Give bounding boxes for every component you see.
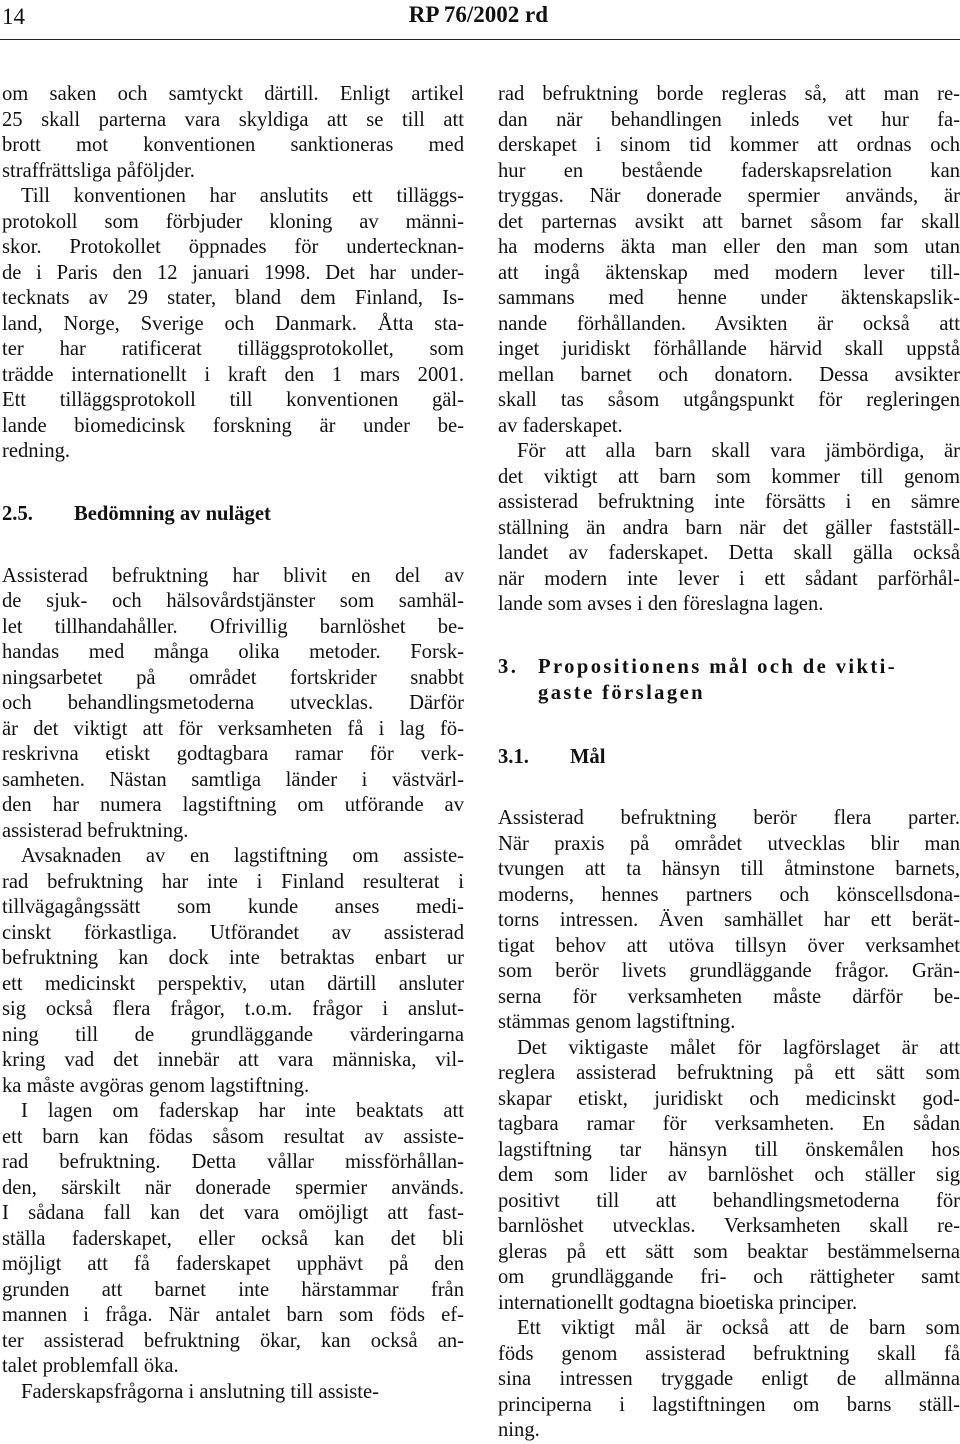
text-line: land, Norge, Sverige och Danmark. Åtta sta- bbox=[2, 312, 464, 335]
text-line: om saken och samtyckt därtill. Enligt artikel bbox=[2, 83, 464, 105]
text-line: tecknats av 29 stater, bland dem Finland, Is- bbox=[2, 287, 464, 309]
text-line: Ett tilläggsprotokoll till konventionen gäl- bbox=[2, 389, 464, 411]
text-line: let tillhandahåller. Ofrivillig barnlöshet be- bbox=[2, 615, 464, 638]
text-line: 25 skall parterna vara skyldiga att se till att bbox=[2, 108, 464, 131]
text-line: de i Paris den 12 januari 1998. Det har under- bbox=[2, 261, 464, 284]
text-line: När praxis på området utvecklas blir man bbox=[498, 832, 960, 855]
text-line: nande förhållanden. Avsikten är också att bbox=[498, 312, 960, 335]
text-line: landet av faderskapet. Detta skall gälla också bbox=[498, 542, 960, 564]
text-line: assisterad befruktning. bbox=[2, 819, 189, 842]
text-line: rad befruktning borde regleras så, att man re- bbox=[498, 83, 960, 105]
text-line: straffrättsliga påföljder. bbox=[2, 159, 195, 182]
text-line: sina intressen tryggade enligt de allmänna bbox=[498, 1368, 960, 1390]
text-line: moderns, hennes partners och könscellsdona- bbox=[498, 883, 960, 906]
text-line: ningsarbetet på området fortskrider snabbt bbox=[2, 666, 464, 689]
paragraph bbox=[498, 1316, 960, 1444]
text-line: I lagen om faderskap har inte beaktats att bbox=[21, 1100, 464, 1122]
text-line: serna för verksamheten måste därför be- bbox=[498, 985, 960, 1008]
text-line: dem som lider av barnlöshet och ställer sig bbox=[498, 1164, 960, 1186]
text-line: I sådana fall kan det vara omöjligt att fast- bbox=[2, 1202, 464, 1224]
text-line: cinskt förkastliga. Utförandet av assisterad bbox=[2, 921, 464, 944]
text-line: ställning än andra barn när det gäller fastställ- bbox=[498, 516, 960, 539]
text-line: reskrivna etiskt godtagbara ramar för verk- bbox=[2, 743, 464, 765]
paragraph bbox=[498, 1036, 960, 1317]
text-line: principerna i lagstiftningen om barns ställ- bbox=[498, 1393, 960, 1416]
text-line: ning. bbox=[498, 1419, 540, 1441]
text-line: positivt till att behandlingsmetoderna för bbox=[498, 1189, 960, 1212]
paragraph bbox=[2, 82, 464, 184]
text-line: ett barn kan födas såsom resultat av assiste- bbox=[2, 1125, 464, 1148]
text-line: lande biomedicinsk forskning är under be- bbox=[2, 414, 464, 437]
text-line: Till konventionen har anslutits ett tilläggs- bbox=[21, 185, 464, 207]
text-line: är det viktigt att för verksamheten få i lag fö- bbox=[2, 717, 464, 740]
text-line: tvungen att ta hänsyn till åtminstone barnets, bbox=[498, 858, 960, 880]
text-line: den har numera lagstiftning om utförande av bbox=[2, 794, 464, 816]
text-line: befruktning kan dock inte betraktas enbart ur bbox=[2, 947, 464, 969]
text-line: om grundläggande fri- och rättigheter samt bbox=[498, 1266, 960, 1288]
text-line: tagbara ramar för verksamheten. En sådan bbox=[498, 1113, 960, 1135]
paragraph bbox=[498, 806, 960, 1036]
text-line: samheten. Nästan samtliga länder i västvärl- bbox=[2, 768, 464, 791]
document-id: RP 76/2002 rd bbox=[408, 2, 548, 27]
chapter-heading-line bbox=[498, 655, 960, 681]
text-line: Avsaknaden av en lagstiftning om assiste- bbox=[21, 845, 464, 867]
text-line: tillvägagångssätt som kunde anses medi- bbox=[2, 896, 464, 918]
section-number: 2.5. bbox=[2, 503, 33, 525]
text-line: av faderskapet. bbox=[498, 414, 623, 437]
text-line: mannen i fråga. När antalet barn som föds ef- bbox=[2, 1304, 464, 1326]
text-line: sammans med henne under äktenskapslik- bbox=[498, 287, 960, 309]
text-line: Det viktigaste målet för lagförslaget är att bbox=[517, 1036, 960, 1059]
text-line: inget juridiskt förhållande härvid skall uppstå bbox=[498, 338, 960, 360]
paragraph bbox=[2, 844, 464, 1099]
text-line: ka måste avgöras genom lagstiftning. bbox=[2, 1074, 310, 1097]
paragraph bbox=[2, 184, 464, 465]
paragraph bbox=[2, 1099, 464, 1380]
text-line: tigat behov att utöva tillsyn över verksamhet bbox=[498, 934, 960, 957]
text-line: de sjuk- och hälsovårdstjänster som samhäl- bbox=[2, 590, 464, 612]
text-line: rad befruktning har inte i Finland resulterat i bbox=[2, 870, 464, 893]
text-line: protokoll som förbjuder kloning av männi- bbox=[2, 210, 464, 233]
chapter-number: 3. bbox=[498, 656, 519, 678]
text-line: derskapet i sinom tid kommer att ordnas och bbox=[498, 134, 960, 156]
text-line: och behandlingsmetoderna utvecklas. Därför bbox=[2, 692, 464, 714]
text-line: skapar etiskt, juridiskt och medicinskt god- bbox=[498, 1087, 960, 1110]
left-column bbox=[2, 82, 464, 1405]
chapter-title: Propositionens mål och de vikti- bbox=[538, 656, 898, 678]
text-line: redning. bbox=[2, 440, 71, 462]
text-line: som berör livets grundläggande frågor. Grän- bbox=[498, 960, 960, 982]
text-line: kring vad det innebär att vara människa, vil- bbox=[2, 1049, 464, 1071]
text-line: För att alla barn skall vara jämbördiga, är bbox=[517, 440, 960, 462]
text-line: sig också flera frågor, t.o.m. frågor i anslut- bbox=[2, 998, 464, 1020]
text-line: mellan barnet och donatorn. Dessa avsikter bbox=[498, 363, 960, 386]
text-line: tryggas. När donerade spermier används, är bbox=[498, 185, 960, 207]
text-line: lagstiftning tar hänsyn till önskemålen hos bbox=[498, 1138, 960, 1161]
paragraph bbox=[2, 1380, 464, 1406]
text-line: skor. Protokollet öppnades för undertecknan- bbox=[2, 236, 464, 258]
text-line: dan när behandlingen inleds vet hur fa- bbox=[498, 108, 960, 131]
text-line: internationellt godtagna bioetiska principer. bbox=[498, 1291, 858, 1314]
text-line: gleras på ett sätt som beaktar bestämmelserna bbox=[498, 1240, 960, 1263]
text-line: grunden att barnet inte härstammar från bbox=[2, 1278, 464, 1301]
paragraph bbox=[498, 82, 960, 439]
section-title: Mål bbox=[570, 745, 606, 768]
text-line: föds genom assisterad befruktning skall få bbox=[498, 1342, 960, 1365]
text-line: ställa faderskapet, eller också kan det bli bbox=[2, 1227, 464, 1250]
right-column bbox=[498, 82, 960, 1444]
header-rule bbox=[0, 39, 960, 40]
text-line: hur en bestående faderskapsrelation kan bbox=[498, 159, 960, 182]
text-line: möjligt att få faderskapet upphävt på den bbox=[2, 1253, 464, 1275]
text-line: Faderskapsfrågorna i anslutning till assiste- bbox=[21, 1380, 380, 1403]
section-heading bbox=[2, 502, 464, 528]
text-line: barnlöshet utvecklas. Verksamheten skall re- bbox=[498, 1215, 960, 1237]
text-line: talet problemfall öka. bbox=[2, 1355, 179, 1377]
text-line: handas med många olika metoder. Forsk- bbox=[2, 641, 464, 663]
text-line: det parternas avsikt att barnet såsom far skall bbox=[498, 210, 960, 233]
text-line: när modern inte lever i ett sådant parförhål- bbox=[498, 567, 960, 590]
text-line: skall tas såsom utgångspunkt för regleringen bbox=[498, 389, 960, 411]
text-line: ha moderns äkta man eller den man som utan bbox=[498, 236, 960, 258]
text-line: lande som avses i den föreslagna lagen. bbox=[498, 593, 824, 615]
text-line: assisterad befruktning inte försätts i en sämre bbox=[498, 491, 960, 513]
text-line: brott mot konventionen sanktioneras med bbox=[2, 134, 464, 156]
text-line: ning till de grundläggande värderingarna bbox=[2, 1023, 464, 1046]
page-number: 14 bbox=[2, 4, 25, 29]
section-number: 3.1. bbox=[498, 745, 529, 768]
section-title: Bedömning av nuläget bbox=[74, 503, 271, 525]
text-line: ter assisterad befruktning ökar, kan också an- bbox=[2, 1329, 464, 1352]
text-line: att ingå äktenskap med modern lever till- bbox=[498, 261, 960, 284]
text-line: torns intressen. Även samhället har ett berät- bbox=[498, 909, 960, 931]
chapter-heading-line bbox=[498, 681, 960, 707]
paragraph bbox=[498, 439, 960, 618]
text-line: Assisterad befruktning har blivit en del av bbox=[2, 564, 464, 587]
text-line: trädde internationellt i kraft den 1 mars 2001. bbox=[2, 363, 464, 386]
text-line: Assisterad befruktning berör flera parter. bbox=[498, 807, 960, 829]
paragraph bbox=[2, 564, 464, 845]
text-line: ter har ratificerat tilläggsprotokollet, som bbox=[2, 338, 464, 360]
text-line: rad befruktning. Detta vållar missförhållan- bbox=[2, 1151, 464, 1173]
text-line: den, särskilt när donerade spermier används. bbox=[2, 1176, 464, 1199]
section-heading bbox=[498, 745, 960, 771]
text-line: ett medicinskt perspektiv, utan därtill ansluter bbox=[2, 972, 464, 995]
page-header bbox=[0, 0, 960, 40]
text-line: det viktigt att barn som kommer till genom bbox=[498, 465, 960, 488]
text-line: stämmas genom lagstiftning. bbox=[498, 1011, 736, 1033]
text-line: Ett viktigt mål är också att de barn som bbox=[517, 1317, 960, 1339]
text-line: reglera assisterad befruktning på ett sätt som bbox=[498, 1062, 960, 1084]
chapter-title: gaste förslagen bbox=[538, 682, 705, 704]
